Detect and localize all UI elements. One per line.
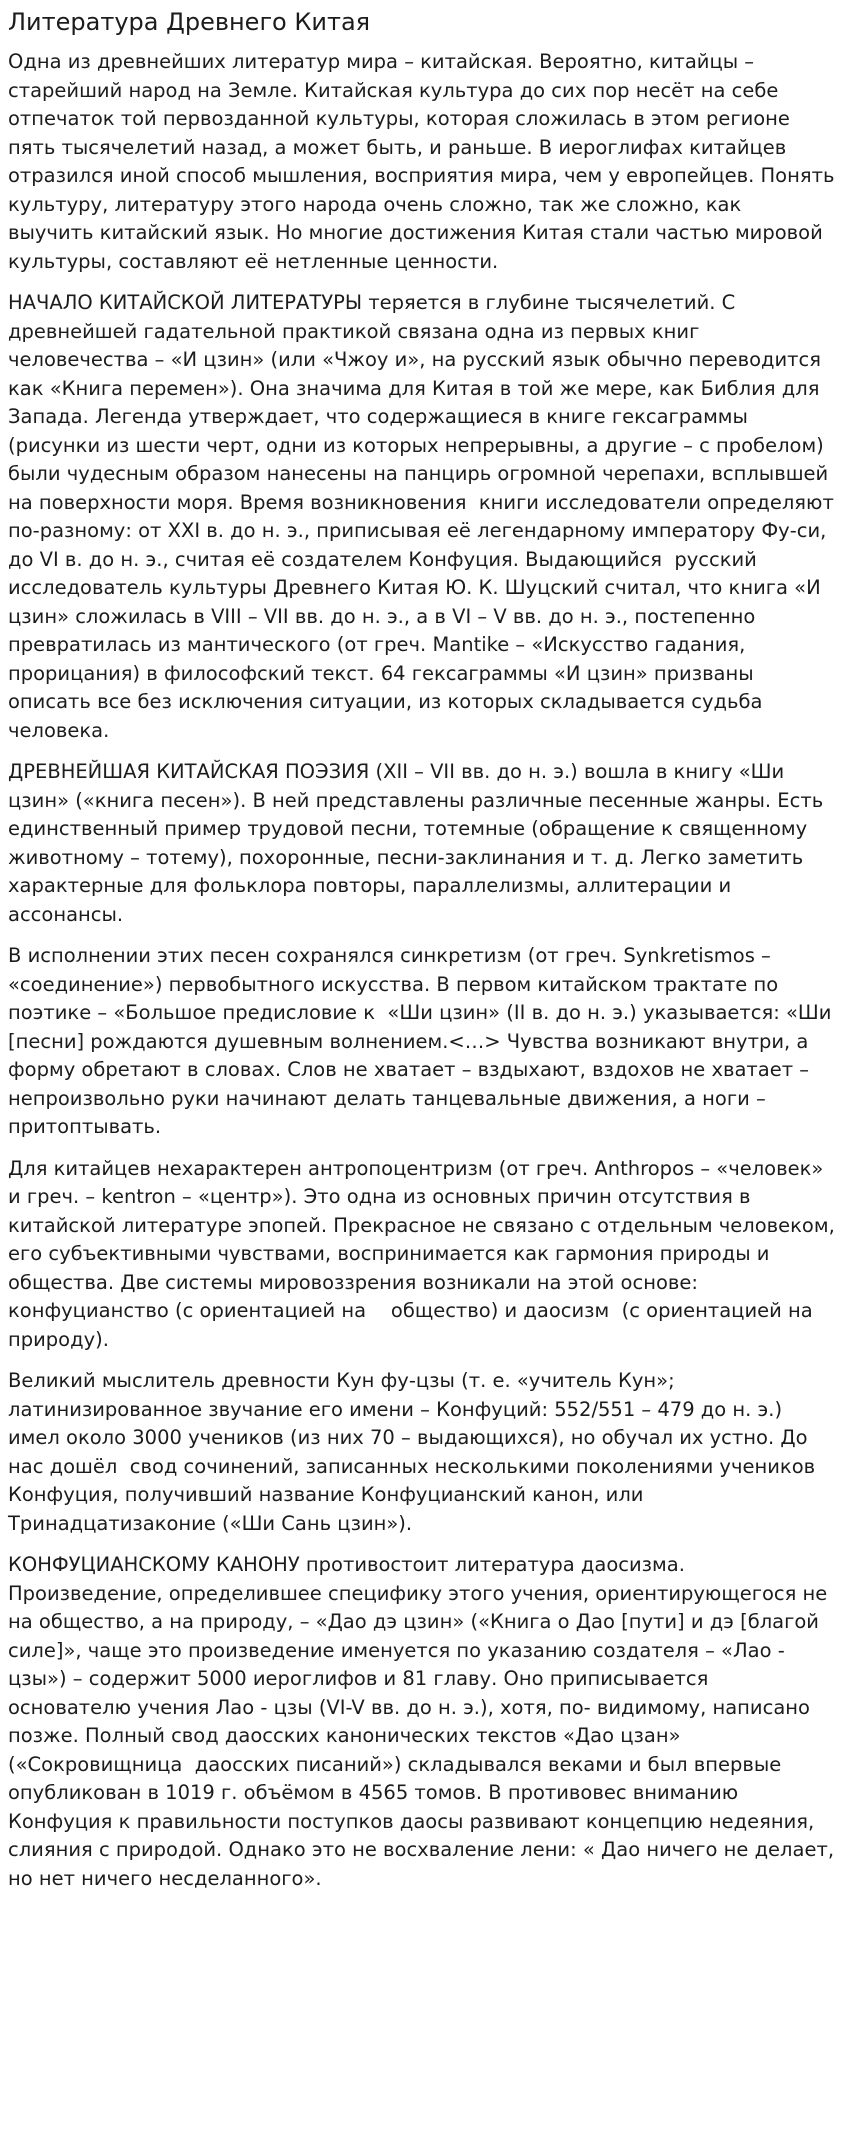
- paragraph-intro: Одна из древнейших литератур мира – китайская. Вероятно, китайцы – старейший народ на Земле. Китайская культура до сих пор несёт на себе отпечаток той первозданной культуры, которая сложилась в этом регионе пять тысячелетий назад, а может быть, и раньше. В иероглифах китайцев отразился иной способ мышления, восприятия мира, чем у европейцев. Понять культуру, литературу этого народа очень сложно, так же сложно, как выучить китайский язык. Но многие достижения Китая стали частью мировой культуры, составляют её нетленные ценности.: [8, 50, 841, 273]
- paragraph-syncretism: В исполнении этих песен сохранялся синкретизм (от греч. Synkretismos – «соединение») первобытного искусства. В первом китайском трактате по поэтике – «Большое предисловие к «Ши цзин» (II в. до н. э.) указывается: «Ши [песни] рождаются душевным волнением.<…> Чувства возникают внутри, а форму обретают в словах. Слов не хватает – вздыхают, вздохов не хватает – непроизвольно руки начинают делать танцевальные движения, а ноги – притоптывать.: [8, 944, 838, 1138]
- paragraph-anthropocentrism: Для китайцев нехарактерен антропоцентризм (от греч. Anthropos – «человек» и греч. – kentron – «центр»). Это одна из основных причин отсутствия в китайской литературе эпопей. Прекрасное не связано с отдельным человеком, его субъективными чувствами, воспринимается как гармония природы и общества. Две системы мировоззрения возникали на этой основе: конфуцианство (с ориентацией на общество) и даосизм (с ориентацией на природу).: [8, 1156, 841, 1351]
- paragraph-confucius: Великий мыслитель древности Кун фу-цзы (т. е. «учитель Кун»; латинизированное звучание его имени – Конфуций: 552/551 – 479 до н. э.) имел около 3000 учеников (из них 70 – выдающихся), но обучал их устно. До нас дошёл свод сочинений, записанных несколькими поколениями учеников Конфуция, получивший название Конфуцианский канон, или Тринадцатизаконие («Ши Сань цзин»).: [8, 1369, 822, 1535]
- paragraph-daoism: КОНФУЦИАНСКОМУ КАНОНУ противостоит литература даосизма. Произведение, определившее специфику этого учения, ориентирующегося не на общество, а на природу, – «Дао дэ цзин» («Книга о Дао [пути] и дэ [благой силе]», чаще это произведение именуется по указанию создателя – «Лао - цзы») – содержит 5000 иероглифов и 81 главу. Оно приписывается основателю учения Лао - цзы (VI-V вв. до н. э.), хотя, по- видимому, написано позже. Полный свод даосских канонических текстов «Дао цзан» («Сокровищница даосских писаний») складывался веками и был впервые опубликован в 1019 г. объёмом в 4565 томов. В противовес вниманию Конфуция к правильности поступков даосы развивают концепцию недеяния, слияния с природой. Однако это не восхваление лени: « Дао ничего не делает, но нет ничего несделанного».: [8, 1553, 841, 1890]
- paragraph-ancient-poetry: ДРЕВНЕЙШАЯ КИТАЙСКАЯ ПОЭЗИЯ (XII – VII вв. до н. э.) вошла в книгу «Ши цзин» («книга песен»). В ней представлены различные песенные жанры. Есть единственный пример трудовой песни, тотемные (обращение к священному животному – тотему), похоронные, песни-заклинания и т. д. Легко заметить характерные для фольклора повторы, параллелизмы, аллитерации и ассонансы.: [8, 760, 830, 926]
- paragraph-origins: НАЧАЛО КИТАЙСКОЙ ЛИТЕРАТУРЫ теряется в глубине тысячелетий. С древнейшей гадательной практикой связана одна из первых книг человечества – «И цзин» (или «Чжоу и», на русский язык обычно переводится как «Книга перемен»). Она значима для Китая в той же мере, как Библия для Запада. Легенда утверждает, что содержащиеся в книге гексаграммы (рисунки из шести черт, одни из которых непрерывны, а другие – с пробелом) были чудесным образом нанесены на панцирь огромной черепахи, всплывшей на поверхности моря. Время возникновения книги исследователи определяют по-разному: от XXI в. до н. э., приписывая её легендарному императору Фу-си, до VI в. до н. э., считая её создателем Конфуция. Выдающийся русский исследователь культуры Древнего Китая Ю. К. Шуцский считал, что книга «И цзин» сложилась в VIII – VII вв. до н. э., а в VI – V вв. до н. э., постепенно превратилась из мантического (от греч. Mantike – «Искусство гадания, прорицания) в философский текст. 64 гексаграммы «И цзин» призваны описать все без исключения ситуации, из которых складывается судьба человека.: [8, 291, 841, 742]
- page-title: Литература Древнего Китая: [8, 8, 371, 36]
